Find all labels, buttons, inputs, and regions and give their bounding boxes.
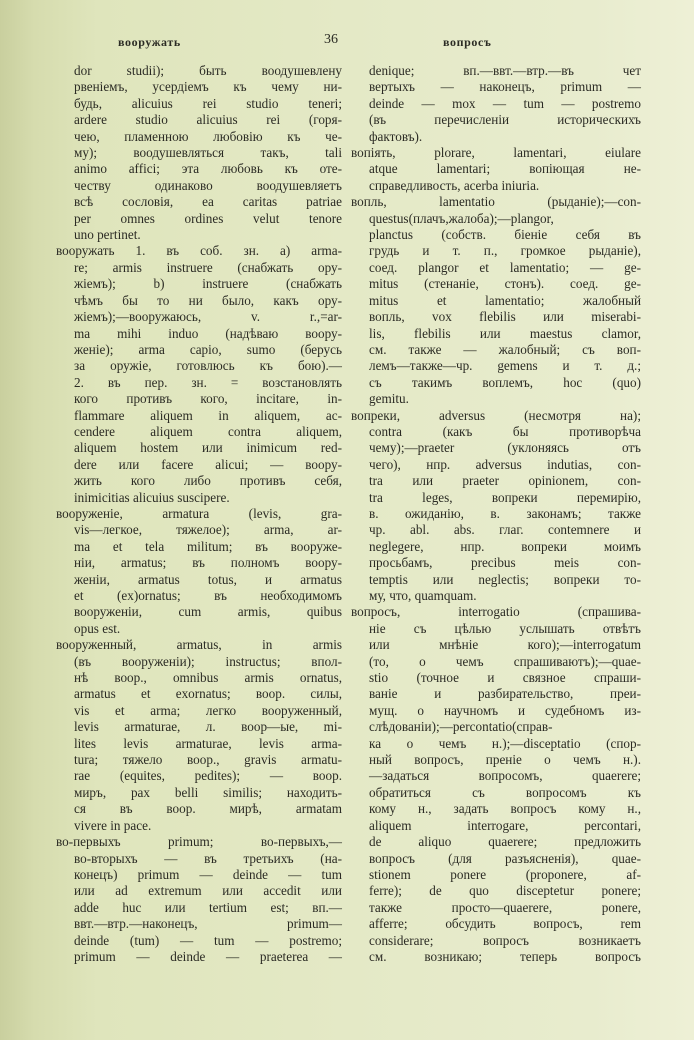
entry-text-line: нѣ воор., omnibus armis ornatus, — [74, 670, 342, 686]
entry-text-line: чею, пламенною любовію къ че- — [74, 128, 342, 144]
entry-text-line: per omnes ordines velut tenore — [74, 210, 342, 226]
entry-text-line: —задаться вопросомъ, quaerere; — [369, 768, 641, 784]
entry-text-line: ваніе и разбирательство, преи- — [369, 686, 641, 702]
entry-text-line: armatus et exornatus; воор. силы, — [74, 686, 342, 702]
entry-text-line: adde huc или tertium est; вп.— — [74, 899, 342, 915]
entry-text-line: (въ перечисленіи историческихъ — [369, 112, 641, 128]
left-running-headword: вооружать — [118, 35, 181, 49]
entry-text-line: см. возникаю; теперь вопросъ — [369, 948, 641, 964]
entry-text-line: rae (equites, pedites); — воор. — [74, 768, 342, 784]
entry-text-line: neglegere, нпр. вопреки моимъ — [369, 538, 641, 554]
entry-text-line: вопросъ (для разъясненія), quae- — [369, 850, 641, 866]
entry-text-line: женіе); arma capio, sumo (берусь — [74, 341, 342, 357]
entry-text-line: lites levis armaturae, levis arma- — [74, 735, 342, 751]
entry-text-line: de aliquo quaerere; предложить — [369, 834, 641, 850]
entry-text-line: ся въ воор. мирѣ, armatam — [74, 801, 342, 817]
entry-text-line: чему);—praeter (уклоняясь отъ — [369, 440, 641, 456]
entry-text-line: чего), нпр. adversus indutias, con- — [369, 456, 641, 472]
entry-text-line: см. также — жалобный; съ воп- — [369, 341, 641, 357]
entry-headword-line: вооружать 1. въ соб. зн. а) arma- — [56, 243, 342, 259]
entry-headword-line: вопросъ, interrogatio (спрашива- — [351, 604, 641, 620]
entry-text-line: deinde — mox — tum — postremo — [369, 95, 641, 111]
entry-text-line: re; armis instruere (снабжать ору- — [74, 259, 342, 275]
entry-text-line: primum — deinde — praeterea — — [74, 948, 342, 964]
entry-text-line: lis, flebilis или maestus clamor, — [369, 325, 641, 341]
entry-headword-line: вопреки, adversus (несмотря на); — [351, 407, 641, 423]
entry-text-line: levis armaturae, л. воор—ые, mi- — [74, 719, 342, 735]
entry-text-line: vis—легкое, тяжелое); arma, ar- — [74, 522, 342, 538]
entry-text-line: mitus et lamentatio; жалобный — [369, 292, 641, 308]
entry-text-line: или ad extremum или accedit или — [74, 883, 342, 899]
entry-text-line: dor studii); быть воодушевлену — [74, 63, 342, 78]
entry-text-line: questus(плачъ,жалоба);—plangor, — [369, 210, 554, 226]
entry-text-line: лемъ—также—чр. gemens и т. д.; — [369, 358, 641, 374]
entry-text-line: aliquem interrogare, percontari, — [369, 817, 641, 833]
entry-text-line: кому н., задать вопросъ кому н., — [369, 801, 641, 817]
entry-text-line: gemitu. — [369, 391, 409, 407]
entry-text-line: фактовъ). — [369, 128, 423, 144]
entry-text-line: (въ вооруженіи); instructus; впол- — [74, 653, 342, 669]
entry-text-line: inimicitias alicuius suscipere. — [74, 489, 230, 505]
entry-text-line: denique; вп.—ввт.—втр.—въ чет — [369, 63, 641, 78]
entry-text-line: (то, о чемъ спрашиваютъ);—quae- — [369, 653, 641, 669]
entry-text-line: женіи, armatus totus, и armatus — [74, 571, 342, 587]
entry-text-line: конецъ) primum — deinde — tum — [74, 866, 342, 882]
entry-text-line: stionem ponere (proponere, af- — [369, 866, 641, 882]
entry-text-line: temptis или neglectis; вопреки то- — [369, 571, 641, 587]
entry-text-line: aliquem hostem или inimicum red- — [74, 440, 342, 456]
entry-text-line: или мнѣніе кого);—interrogatum — [369, 637, 641, 653]
entry-text-line: грудь и т. п., громкое рыданіе), — [369, 243, 641, 259]
entry-text-line: et (ex)ornatus; въ необходимомъ — [74, 588, 342, 603]
entry-text-line: рвеніемъ, усердіемъ къ чему ни- — [74, 79, 342, 95]
entry-text-line: съ такимъ воплемъ, hoc (quo) — [369, 374, 641, 390]
entry-text-line: ma mihi induo (надѣваю воору- — [74, 325, 342, 341]
entry-text-line: жіемъ);—вооружаюсь, v. r.,=ar- — [74, 309, 342, 325]
entry-text-line: stio (точное и связное спраши- — [369, 670, 641, 686]
entry-text-line: mitus (стенаніе, стонъ). соед. ge- — [369, 276, 641, 292]
left-column — [56, 63, 342, 965]
entry-text-line: просьбамъ, precibus meis con- — [369, 555, 641, 571]
entry-text-line: всѣ сословія, ea caritas patriae — [74, 194, 342, 210]
entry-text-line: opus est. — [74, 620, 121, 636]
entry-text-line: tra leges, вопреки перемирію, — [369, 489, 641, 505]
entry-text-line: flammare aliquem in aliquem, ac- — [74, 407, 342, 423]
entry-text-line: во-вторыхъ — въ третьихъ (на- — [74, 850, 342, 866]
entry-text-line: обратиться съ вопросомъ къ — [369, 784, 641, 800]
entry-headword-line: вооруженіе, armatura (levis, gra- — [56, 505, 342, 521]
entry-text-line: кого противъ кого, incitare, in- — [74, 391, 342, 407]
entry-text-line: contra (какъ бы противорѣча — [369, 423, 641, 439]
entry-text-line: будь, alicuius rei studio teneri; — [74, 95, 342, 111]
entry-text-line: 2. въ пер. зн. = возстановлять — [74, 374, 342, 390]
entry-text-line: в. ожиданію, в. законамъ; также — [369, 505, 641, 521]
entry-text-line: ный вопросъ, преніе о чемъ н.). — [369, 752, 641, 768]
entry-text-line: vivere in pace. — [74, 817, 152, 833]
entry-text-line: considerare; вопросъ возникаетъ — [369, 932, 641, 948]
entry-text-line: ніи, armatus; въ полномъ воору- — [74, 555, 342, 571]
entry-text-line: planctus (собств. біеніе себя въ — [369, 227, 641, 243]
entry-headword-line: вооруженный, armatus, in armis — [56, 637, 342, 653]
entry-text-line: за оружіе, готовлюсь къ бою).— — [74, 358, 342, 374]
entry-text-line: му, что, quamquam. — [369, 588, 477, 603]
entry-text-line: справедливость, acerba iniuria. — [369, 177, 540, 193]
entry-text-line: честву одинаково воодушевляетъ — [74, 177, 342, 193]
entry-text-line: вооруженіи, cum armis, quibus — [74, 604, 342, 620]
entry-text-line: animo affici; эта любовь къ оте- — [74, 161, 342, 177]
entry-text-line: му); воодушевляться такъ, tali — [74, 145, 342, 161]
entry-text-line: ніе съ цѣлью услышать отвѣтъ — [369, 620, 641, 636]
entry-text-line: соед. plangor et lamentatio; — ge- — [369, 259, 641, 275]
page-number: 36 — [324, 32, 338, 47]
entry-text-line: atque lamentari; вопіющая не- — [369, 161, 641, 177]
right-running-headword: вопросъ — [443, 35, 492, 49]
entry-headword-line: вопль, lamentatio (рыданіе);—con- — [351, 194, 641, 210]
entry-text-line: ardere studio alicuius rei (горя- — [74, 112, 342, 128]
page-header — [0, 32, 694, 52]
entry-text-line: uno pertinet. — [74, 227, 141, 243]
entry-text-line: deinde (tum) — tum — postremo; — [74, 932, 342, 948]
entry-text-line: ввт.—втр.—наконецъ, primum— — [74, 916, 342, 932]
entry-text-line: vis et arma; легко вооруженный, — [74, 702, 342, 718]
entry-text-line: ferre); de quo disceptetur ponere; — [369, 883, 641, 899]
entry-text-line: cendere aliquem contra aliquem, — [74, 423, 342, 439]
entry-text-line: вертыхъ — наконецъ, primum — — [369, 79, 641, 95]
entry-text-line: ка о чемъ н.);—disceptatio (спор- — [369, 735, 641, 751]
entry-text-line: вопль, vox flebilis или miserabi- — [369, 309, 641, 325]
entry-text-line: жить кого либо противъ себя, — [74, 473, 342, 489]
entry-text-line: tra или praeter opinionem, con- — [369, 473, 641, 489]
entry-text-line: afferre; обсудить вопросъ, rem — [369, 916, 641, 932]
entry-text-line: миръ, pax belli similis; находить- — [74, 784, 342, 800]
entry-text-line: tura; тяжело воор., gravis armatu- — [74, 752, 342, 768]
entry-headword-line: во-первыхъ primum; во-первыхъ,— — [56, 834, 342, 850]
entry-text-line: жіемъ); b) instruere (снабжать — [74, 276, 342, 292]
entry-text-line: dere или facere alicui; — воору- — [74, 456, 342, 472]
entry-text-line: слѣдованіи);—percontatio(справ- — [369, 719, 553, 735]
entry-text-line: чѣмъ бы то ни было, какъ ору- — [74, 292, 342, 308]
entry-text-line: чр. abl. abs. глаг. contemnere и — [369, 522, 641, 538]
entry-text-line: также просто—quaerere, ponere, — [369, 899, 641, 915]
right-column — [351, 63, 641, 965]
entry-text-line: мущ. о научномъ и судебномъ из- — [369, 702, 641, 718]
entry-text-line: ma et tela militum; въ вооруже- — [74, 538, 342, 554]
entry-headword-line: вопіять, plorare, lamentari, eiulare — [351, 145, 641, 161]
